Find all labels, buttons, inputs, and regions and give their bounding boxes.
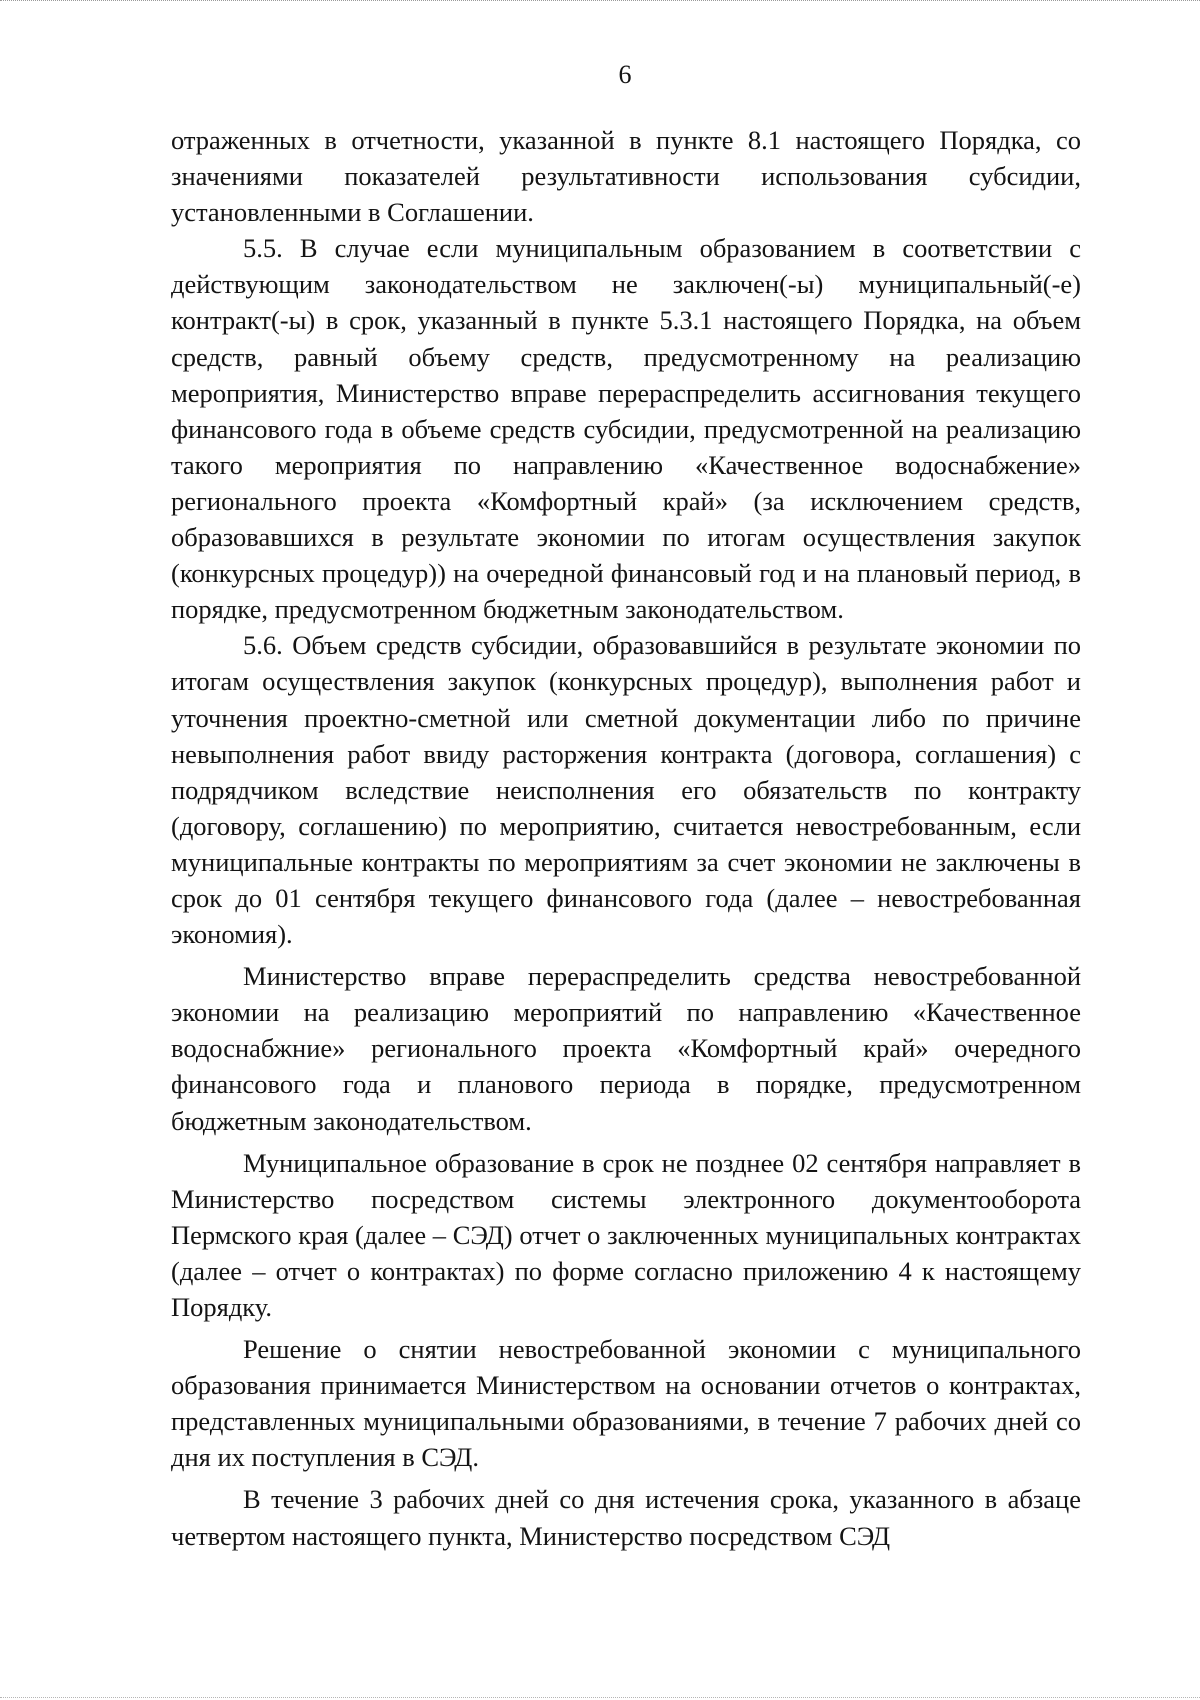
paragraph-three-days: В течение 3 рабочих дней со дня истечения срока, указанного в абзаце четвертом настоящего пункта, Министерство посредством СЭД [171, 1484, 1081, 1551]
paragraph-municipal-report: Муниципальное образование в срок не позднее 02 сентября направляет в Министерство посредством системы электронного документооборота Пермского края (далее – СЭД) отчет о заключенных муниципальных контрактах (далее – отчет о контрактах) по форме согласно приложению 4 к настоящему Порядку. [171, 1147, 1081, 1322]
document-body [171, 122, 1081, 1554]
scan-bottom-edge [0, 1696, 1200, 1698]
paragraph-decision: Решение о снятии невостребованной экономии с муниципального образования принимается Министерством на основании отчетов о контрактах, представленных муниципальными образованиями, в течение 7 рабочих дней со дня их поступления в СЭД. [171, 1334, 1081, 1473]
scan-top-edge [0, 0, 1200, 4]
paragraph-continuation: отраженных в отчетности, указанной в пункте 8.1 настоящего Порядка, со значениями показателей результативности использования субсидии, установленными в Соглашении. [171, 125, 1081, 228]
paragraph-5-6: 5.6. Объем средств субсидии, образовавшийся в результате экономии по итогам осуществления закупок (конкурсных процедур), выполнения работ и уточнения проектно-сметной или сметной документации либо по причине невыполнения работ ввиду расторжения контракта (договора, соглашения) с подрядчиком вследствие неисполнения его обязательств по контракту (договору, соглашению) по мероприятию, считается невостребованным, если муниципальные контракты по мероприятиям за счет экономии не заключены в срок до 01 сентября текущего финансового года (далее – невостребованная экономия). [171, 630, 1081, 950]
paragraph-ministry-redistribution: Министерство вправе перераспределить средства невостребованной экономии на реализацию мероприятий по направлению «Качественное водоснабжние» регионального проекта «Комфортный край» очередного финансового года и планового периода в порядке, предусмотренном бюджетным законодательством. [171, 961, 1081, 1136]
paragraph-5-5: 5.5. В случае если муниципальным образованием в соответствии с действующим законодательством не заключен(-ы) муниципальный(-е) контракт(-ы) в срок, указанный в пункте 5.3.1 настоящего Порядка, на объем средств, равный объему средств, предусмотренному на реализацию мероприятия, Министерство вправе перераспределить ассигнования текущего финансового года в объеме средств субсидии, предусмотренной на реализацию такого мероприятия по направлению «Качественное водоснабжение» регионального проекта «Комфортный край» (за исключением средств, образовавшихся в результате экономии по итогам осуществления закупок (конкурсных процедур)) на очередной финансовый год и на плановый период, в порядке, предусмотренном бюджетным законодательством. [171, 233, 1081, 625]
page-number: 6 [618, 60, 632, 89]
